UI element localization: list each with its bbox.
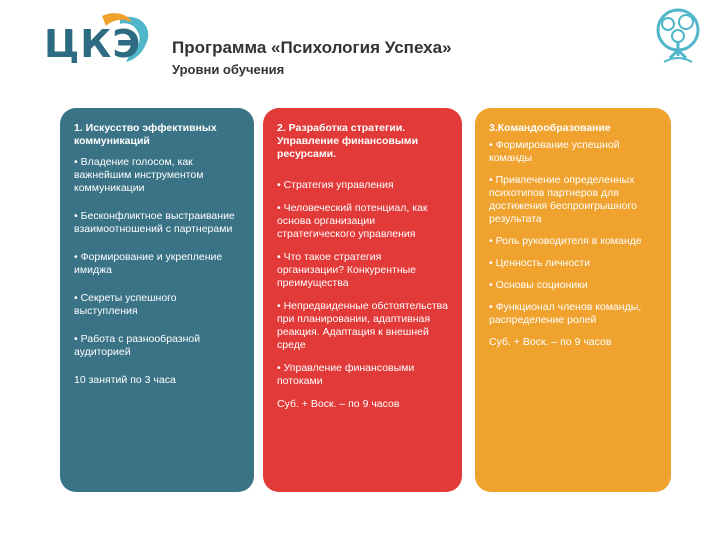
level-2-title: 2. Разработка стратегии. Управление финансовыми ресурсами. [277, 122, 419, 160]
list-item: • Работа с разнообразной аудиторией [74, 333, 201, 358]
level-1-footer: 10 занятий по 3 часа [74, 374, 176, 386]
level-3-title: 3.Командообразование [489, 122, 611, 134]
tree-logo-icon [648, 6, 708, 70]
level-3-footer: Суб. + Воск. – по 9 часов [489, 336, 612, 348]
level-1-card [60, 108, 254, 492]
list-item: • Формирование и укрепление имиджа [74, 251, 223, 276]
level-2-card [263, 108, 462, 492]
page-title: Программа «Психология Успеха» [172, 38, 452, 57]
list-item: • Управление финансовыми потоками [277, 362, 415, 387]
list-item: • Стратегия управления [277, 179, 394, 191]
page-subtitle: Уровни обучения [172, 62, 285, 77]
logo-text: ЦКЭ [44, 22, 142, 66]
list-item: • Что такое стратегия организации? Конкурентные преимущества [277, 251, 417, 289]
list-item: • Формирование успешной команды [489, 139, 620, 164]
list-item: • Роль руководителя в команде [489, 235, 642, 247]
list-item: • Бесконфликтное выстраивание взаимоотношений с партнерами [74, 210, 235, 235]
list-item: • Основы соционики [489, 279, 588, 291]
list-item: • Привлечение определенных психотипов партнеров для достижения беспроигрышного результата [489, 174, 637, 225]
list-item: • Человеческий потенциал, как основа организации стратегического управления [277, 202, 428, 240]
list-item: • Секреты успешного выступления [74, 292, 177, 317]
level-2-footer: Суб. + Воск. – по 9 часов [277, 398, 400, 410]
level-1-title: 1. Искусство эффективных коммуникаций [74, 122, 217, 147]
list-item: • Непредвиденные обстоятельства при планировании, адаптивная реакция. Адаптация к внешней среде [277, 300, 448, 351]
list-item: • Функционал членов команды, распределение ролей [489, 301, 642, 326]
level-3-card [475, 108, 671, 492]
list-item: • Ценность личности [489, 257, 591, 269]
list-item: • Владение голосом, как важнейшим инструментом коммуникации [74, 156, 204, 194]
